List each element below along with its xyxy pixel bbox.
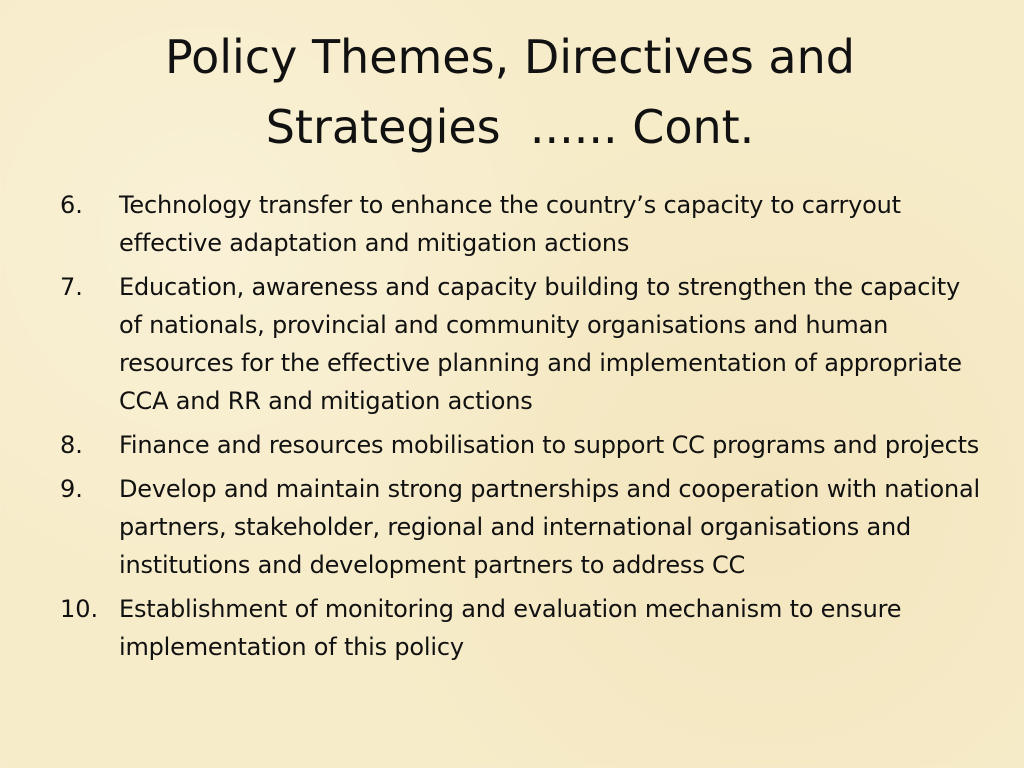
list-item (60, 268, 990, 420)
item-text: Technology transfer to enhance the country’s capacity to carryout effective adaptation and mitigation actions (119, 191, 901, 257)
item-text: Finance and resources mobilisation to support CC programs and projects (119, 431, 980, 459)
item-text: Develop and maintain strong partnerships and cooperation with national partners, stakeholder, regional and international organisations and institutions and development partners to address CC (119, 475, 980, 579)
item-number: 6. (60, 191, 83, 219)
list-item (60, 426, 990, 464)
item-number: 9. (60, 475, 83, 503)
item-number: 8. (60, 431, 83, 459)
title-line-2: Strategies ...... Cont. (265, 100, 755, 154)
item-text: Education, awareness and capacity building to strengthen the capacity of nationals, provincial and community organisations and human resources for the effective planning and implementation of appropriate CCA and RR and mitigation actions (119, 273, 962, 415)
title-line-1: Policy Themes, Directives and (165, 30, 855, 84)
list-item (60, 590, 990, 666)
item-number: 7. (60, 273, 83, 301)
item-text: Establishment of monitoring and evaluation mechanism to ensure implementation of this policy (119, 595, 902, 661)
list-item (60, 186, 990, 262)
list-item (60, 470, 990, 584)
item-number: 10. (60, 595, 99, 623)
numbered-list (60, 186, 990, 672)
slide-title (120, 22, 900, 162)
